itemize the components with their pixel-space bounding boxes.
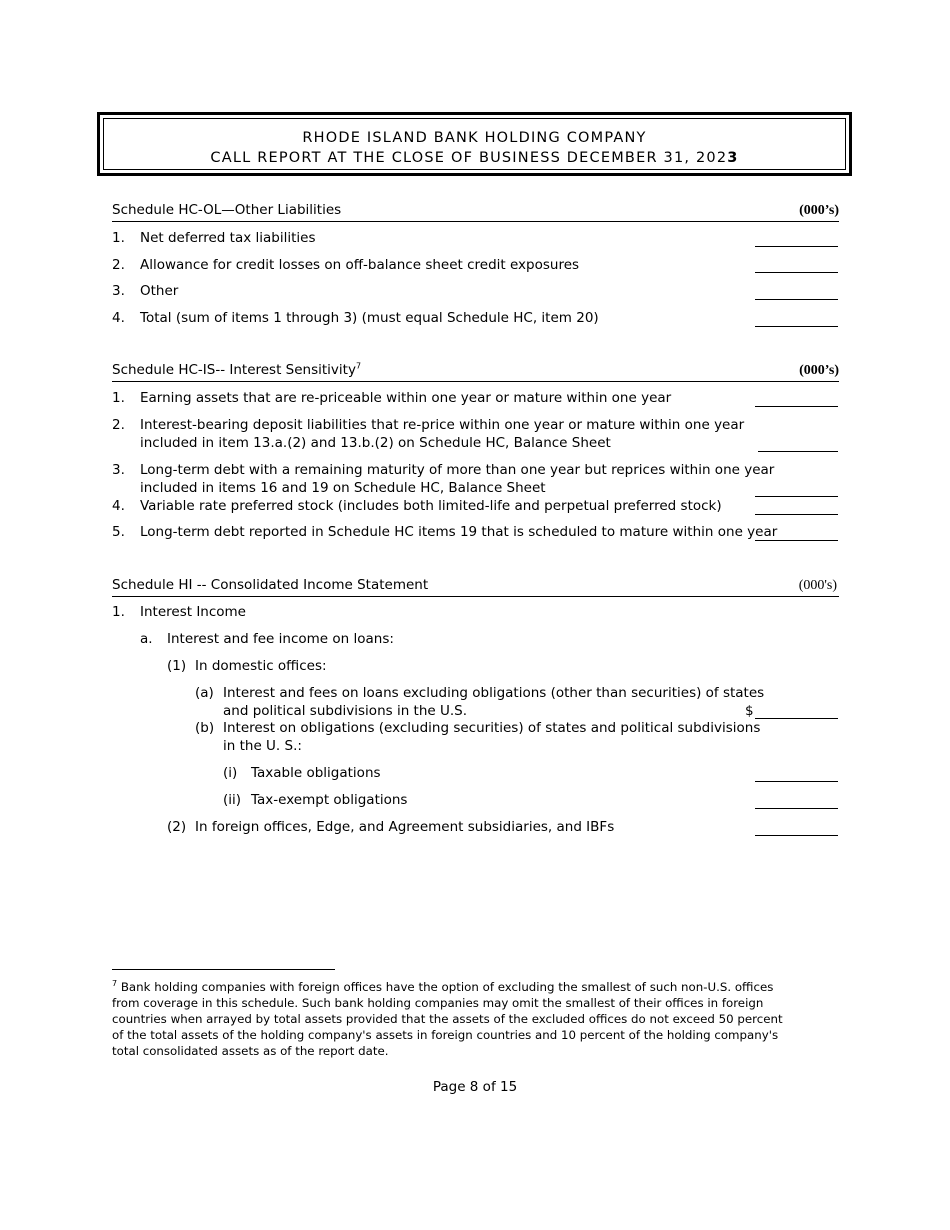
amount-field[interactable] <box>755 718 838 719</box>
item-label: Taxable obligations <box>251 765 381 781</box>
schedule-hi-title: Schedule HI -- Consolidated Income Statement (000's) <box>112 577 839 597</box>
item-label: Tax-exempt obligations <box>251 792 408 808</box>
item-number: (i) <box>223 765 238 781</box>
item-number: 4. <box>112 310 125 326</box>
amount-field[interactable] <box>755 808 838 809</box>
item-number: (2) <box>167 819 187 835</box>
amount-field[interactable] <box>755 781 838 782</box>
amount-field[interactable] <box>755 326 838 327</box>
item-number: (a) <box>195 685 214 701</box>
item-label: Interest Income <box>140 604 246 620</box>
item-label-line1: Interest on obligations (excluding securities) of states and political subdivisions <box>223 720 761 736</box>
item-number: 3. <box>112 283 125 299</box>
footnote-divider <box>112 969 335 970</box>
item-number: 3. <box>112 462 125 478</box>
currency-symbol: $ <box>745 703 754 719</box>
item-number: (1) <box>167 658 187 674</box>
item-label: Variable rate preferred stock (includes both limited-life and perpetual preferred stock) <box>140 498 722 514</box>
item-number: 2. <box>112 417 125 433</box>
footnote-mark: 7 <box>112 979 118 989</box>
item-number: 2. <box>112 257 125 273</box>
item-number: (ii) <box>223 792 242 808</box>
item-number: 1. <box>112 390 125 406</box>
schedule-hc-ol-title: Schedule HC-OL—Other Liabilities (000’s) <box>112 202 839 222</box>
item-label-line1: Interest-bearing deposit liabilities that re-price within one year or mature within one year <box>140 417 745 433</box>
item-label-line1: Interest and fees on loans excluding obligations (other than securities) of states <box>223 685 765 701</box>
amount-field[interactable] <box>755 540 838 541</box>
item-label-line2: in the U. S.: <box>223 738 302 754</box>
amount-field[interactable] <box>755 272 838 273</box>
amount-field[interactable] <box>755 406 838 407</box>
item-number: (b) <box>195 720 215 736</box>
amount-field[interactable] <box>755 496 838 497</box>
report-header <box>97 112 852 176</box>
item-label: Long-term debt reported in Schedule HC items 19 that is scheduled to mature within one year <box>140 524 778 540</box>
item-number: 5. <box>112 524 125 540</box>
amount-field[interactable] <box>755 835 838 836</box>
item-label-line2: included in items 16 and 19 on Schedule HC, Balance Sheet <box>140 480 546 496</box>
item-label: Interest and fee income on loans: <box>167 631 394 647</box>
item-number: 1. <box>112 230 125 246</box>
item-label-line1: Long-term debt with a remaining maturity of more than one year but reprices within one year <box>140 462 775 478</box>
item-label: Other <box>140 283 179 299</box>
item-label: In foreign offices, Edge, and Agreement subsidiaries, and IBFs <box>195 819 615 835</box>
item-label-line2: included in item 13.a.(2) and 13.b.(2) on Schedule HC, Balance Sheet <box>140 435 611 451</box>
item-label: In domestic offices: <box>195 658 327 674</box>
amount-field[interactable] <box>758 451 838 452</box>
amount-field[interactable] <box>755 246 838 247</box>
footnote-ref: 7 <box>355 361 362 371</box>
schedule-hc-is-title: Schedule HC-IS-- Interest Sensitivity$^7$ (000’s) <box>112 362 839 382</box>
footnote: $^7$ Bank holding companies with foreign offices have the option of excluding the smallest of such non-U.S. offices from coverage in this schedule. Such bank holding companies may omit the smallest of their offices in foreign countries when arrayed by total assets provided that the assets of the excluded offices do not exceed 50 percent of the total assets of the holding company's assets in foreign countries and 10 percent of the holding company's total consolidated assets as of the report date. <box>112 979 783 1058</box>
item-number: 1. <box>112 604 125 620</box>
amount-field[interactable] <box>755 299 838 300</box>
item-label: Earning assets that are re-priceable within one year or mature within one year <box>140 390 672 406</box>
item-number: a. <box>140 631 153 647</box>
header-line-2: CALL REPORT AT THE CLOSE OF BUSINESS DECEMBER 31, 2023 <box>210 150 739 166</box>
item-number: 4. <box>112 498 125 514</box>
page-number: Page 8 of 15 <box>432 1079 518 1095</box>
item-label: Allowance for credit losses on off-balance sheet credit exposures <box>140 257 580 273</box>
item-label: Total (sum of items 1 through 3) (must equal Schedule HC, item 20) <box>140 310 599 326</box>
item-label-line2: and political subdivisions in the U.S. <box>223 703 468 719</box>
amount-field[interactable] <box>755 514 838 515</box>
item-label: Net deferred tax liabilities <box>140 230 316 246</box>
header-line-1: RHODE ISLAND BANK HOLDING COMPANY <box>302 130 647 146</box>
